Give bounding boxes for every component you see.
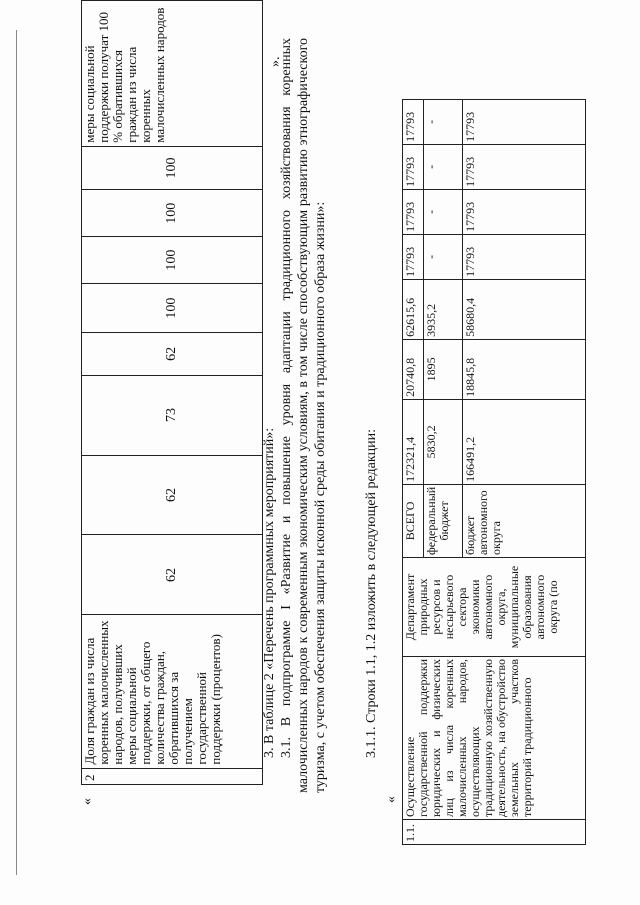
table-row [403,99,424,844]
amount-cell: - [424,99,463,144]
responsible-executor: Департамент природных ресурсов и несырьевого сектора экономики автономного округа, муниципальные образования автономного округа (по [403,558,586,657]
amount-cell: 1895 [424,339,463,399]
paragraph-3-1-1: 3.1.1. Строки 1.1, 1.2 изложить в следующей редакции: [364,428,379,758]
open-quote-1: « [80,798,95,805]
value-cell: 62 [82,455,263,535]
row-number: 2 [82,768,263,784]
amount-cell: 20740,8 [403,339,424,399]
paragraph-3: 3. В таблице 2 «Перечень программных мероприятий»: [262,427,277,758]
amount-cell: - [424,234,463,279]
value-cell: 62 [82,535,263,615]
amount-cell: 17793 [463,234,586,279]
value-cell: 100 [82,283,263,332]
amount-cell: 166491,2 [463,399,586,484]
close-quote: ». [268,56,283,67]
amount-cell: 3935,2 [424,279,463,339]
amount-cell: 17793 [403,189,424,234]
amount-cell: 17793 [403,144,424,189]
activity-name: Осуществление государственной поддержки юридических и физических лиц из числа коренных малочисленных народов, осуществляющих традиционную хозяйственную деятельность, на обустройство земельных участков территорий традиционного [403,657,586,820]
amount-cell: 17793 [403,99,424,144]
row-number: 1.1. [403,820,586,845]
amount-cell: 17793 [403,234,424,279]
indicator-name: Доля граждан из числа коренных малочисленных народов, получивших меры социальной поддержки, от общего количества граждан, обратившихся за получением государственной поддержки (процентов) [82,615,263,768]
table-row [82,1,263,785]
amount-cell: 62615,6 [403,279,424,339]
value-cell: 62 [82,333,263,375]
amount-cell: 18845,8 [463,339,586,399]
amount-cell: - [424,144,463,189]
source-label: бюджет автономного округа [463,484,586,557]
amount-cell: 17793 [463,144,586,189]
value-cell: 73 [82,375,263,455]
indicator-table [81,0,263,785]
value-cell: 100 [82,190,263,237]
source-label: федеральный бюджет [424,484,463,557]
amount-cell: 17793 [463,99,586,144]
amount-cell: 172321,4 [403,399,424,484]
amount-cell: 58680,4 [463,279,586,339]
source-label: ВСЕГО [403,484,424,557]
amount-cell: 17793 [463,189,586,234]
expected-result: меры социальной поддержки получат 100 % обратившихся граждан из числа коренных малочисленных народов [82,1,263,147]
paragraph-3-1: 3.1. В подпрограмме I «Развитие и повышение уровня адаптации традиционного хозяйствования коренных малочисленных народов к современным экономическим условиям, в том числе способствующим развитию этнографического туризма, с учетом обеспечения защиты исконной среды обитания и традиционного образа жизни»: [279,38,328,793]
value-cell: 100 [82,146,263,190]
amount-cell: - [424,189,463,234]
amount-cell: 5830,2 [424,399,463,484]
value-cell: 100 [82,237,263,284]
open-quote-2: « [384,796,399,803]
program-table [402,99,586,845]
